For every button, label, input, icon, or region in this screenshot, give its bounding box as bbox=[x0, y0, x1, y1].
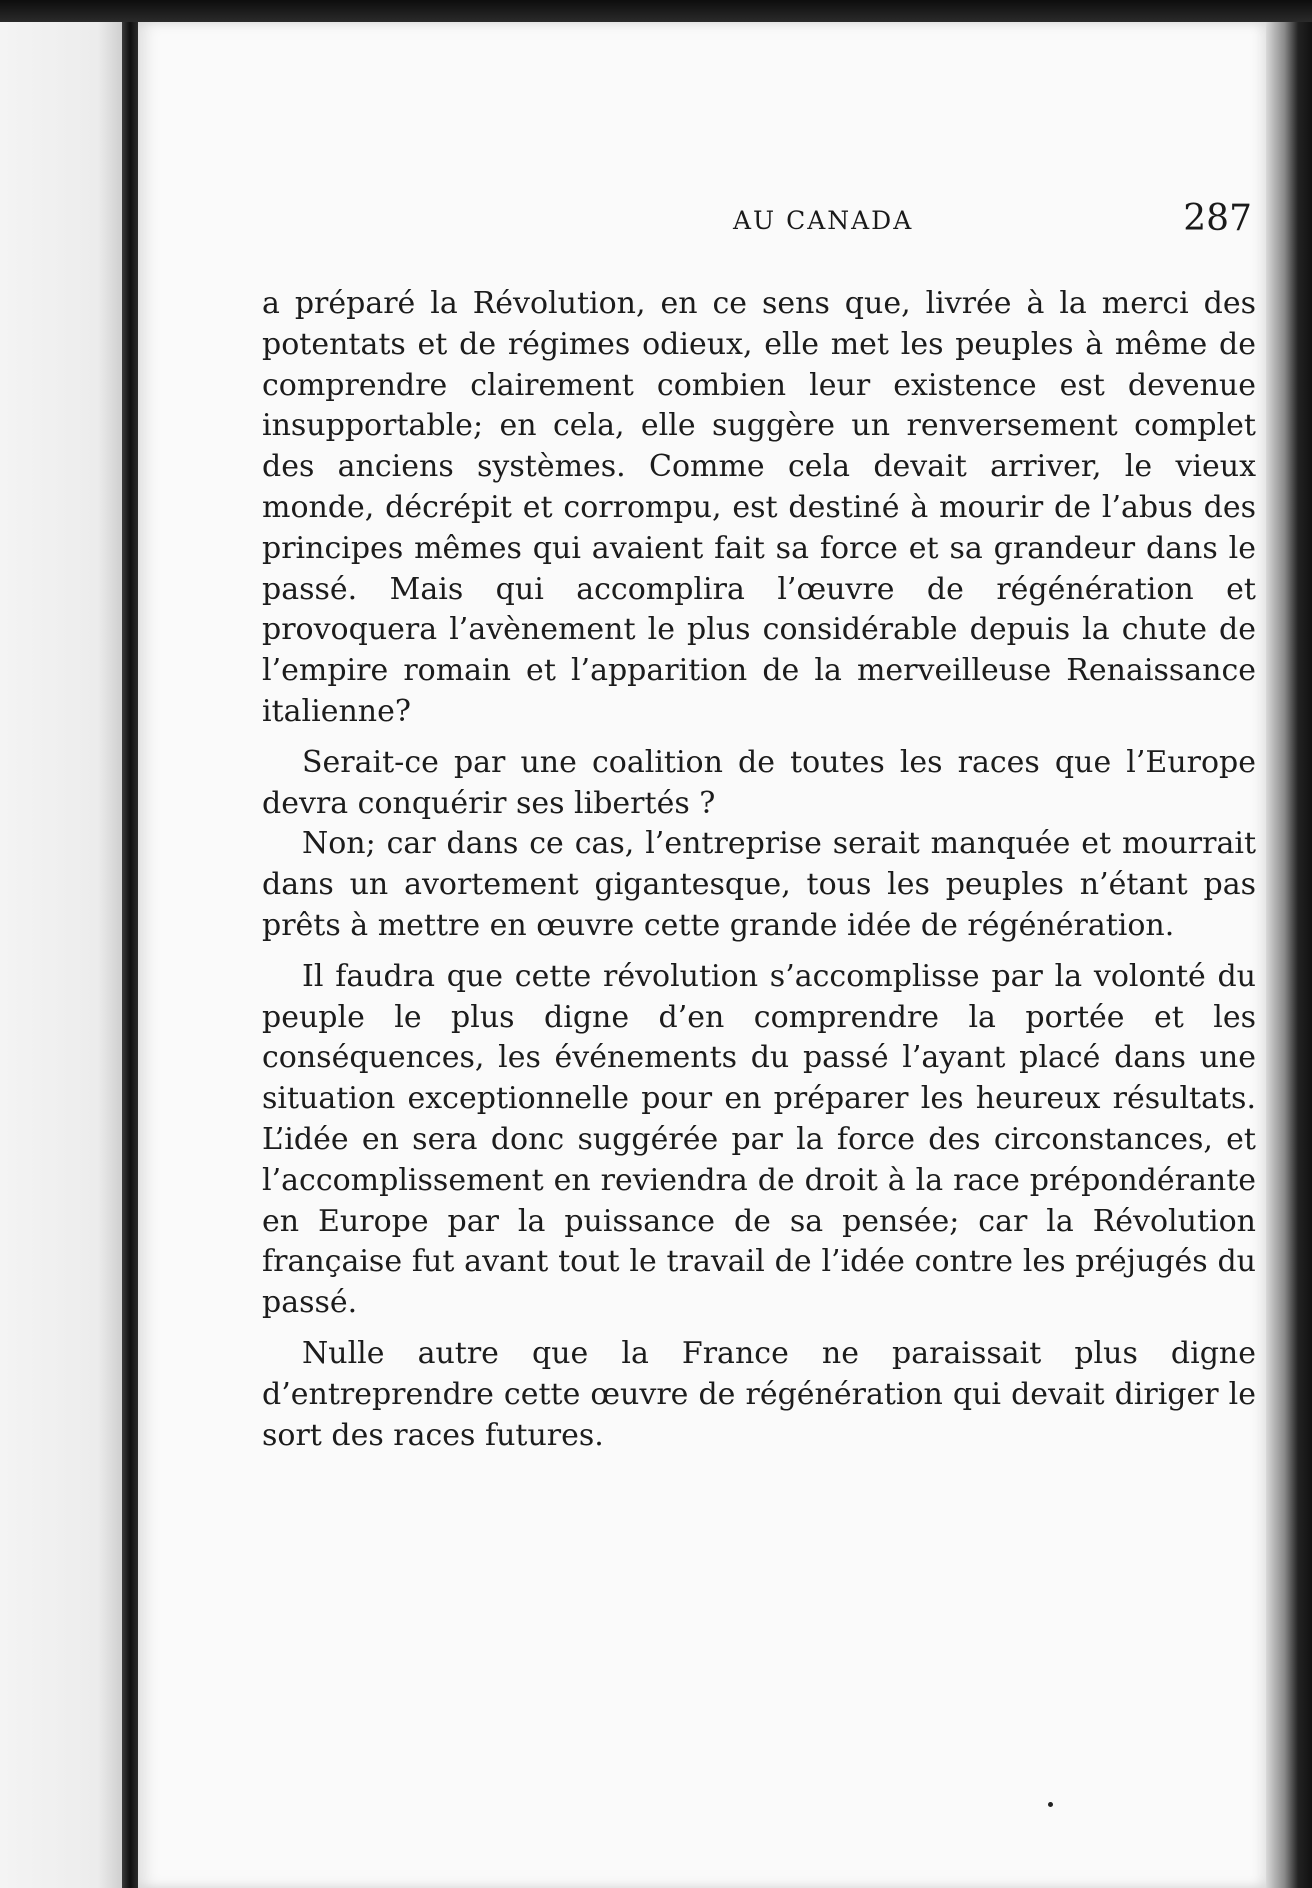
book-gutter bbox=[122, 22, 138, 1888]
page-number: 287 bbox=[1183, 198, 1252, 239]
scan-top-border bbox=[0, 0, 1312, 22]
facing-page-edge bbox=[0, 22, 122, 1888]
paragraph-1: a préparé la Révolution, en ce sens que, livrée à la merci des potentats et de régimes odieux, elle met les peuples à même de comprendre clairement combien leur existence est devenue insupportable; en cela, elle suggère un renversement complet des anciens systèmes. Comme cela devait arriver, le vieux monde, décrépit et corrompu, est destiné à mourir de l’abus des principes mêmes qui avaient fait sa force et sa grandeur dans le passé. Mais qui accomplira l’œuvre de régénération et provoquera l’avènement le plus considérable depuis la chute de l’empire romain et l’apparition de la merveilleuse Renaissance italienne? bbox=[262, 286, 1256, 729]
paragraph-3: Non; car dans ce cas, l’entreprise serait manquée et mourrait dans un avortement gigantesque, tous les peuples n’étant pas prêts à mettre en œuvre cette grande idée de régénération. bbox=[262, 826, 1256, 943]
paragraph-4: Il faudra que cette révolution s’accomplisse par la volonté du peuple le plus digne d’en comprendre la portée et les conséquences, les événements du passé l’ayant placé dans une situation exceptionnelle pour en préparer les heureux résultats. L’idée en sera donc suggérée par la force des circonstances, et l’accomplissement en reviendra de droit à la race prépondérante en Europe par la puissance de sa pensée; car la Révolution française fut avant tout le travail de l’idée contre les préjugés du passé. bbox=[262, 958, 1256, 1321]
book-page bbox=[138, 22, 1266, 1888]
paragraph-2: Serait-ce par une coalition de toutes les races que l’Europe devra conquérir ses libertés ? bbox=[262, 744, 1256, 821]
page-body bbox=[262, 284, 1256, 1456]
paragraph-5: Nulle autre que la France ne paraissait plus digne d’entreprendre cette œuvre de régénération qui devait diriger le sort des races futures. bbox=[262, 1335, 1256, 1453]
scan-speck bbox=[1048, 1802, 1053, 1807]
page-fore-edge bbox=[1266, 22, 1312, 1888]
page-header bbox=[258, 198, 1258, 248]
running-head: AU CANADA bbox=[733, 206, 914, 235]
